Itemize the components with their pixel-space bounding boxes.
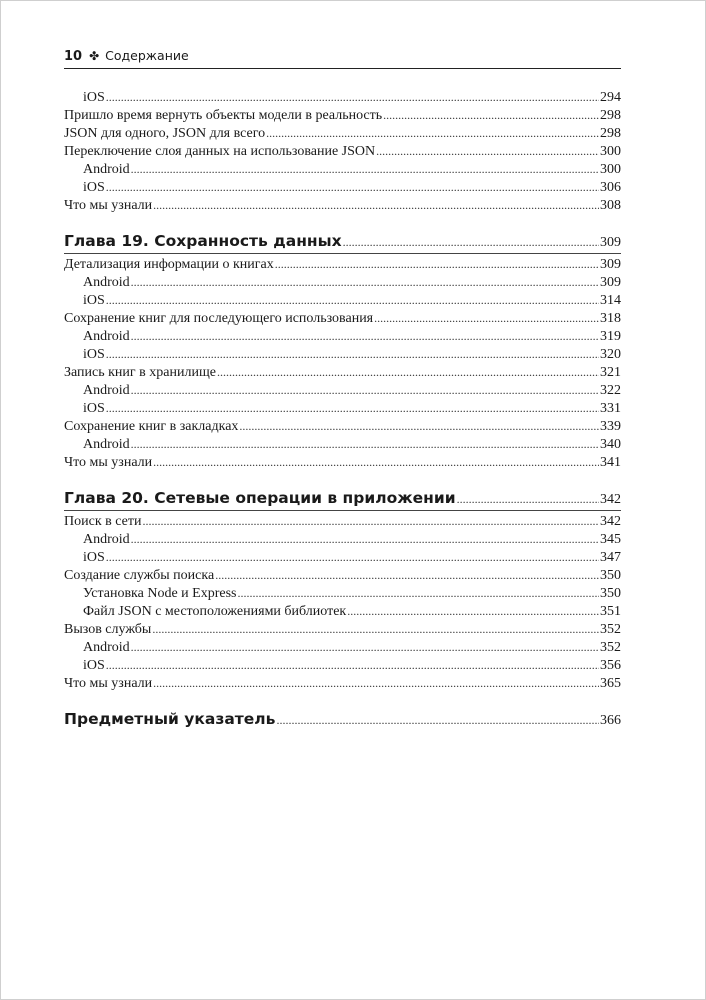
toc-entry-title: Android xyxy=(83,275,130,290)
toc-entry-title: Переключение слоя данных на использование JSON xyxy=(64,144,376,159)
toc-entry-page: 319 xyxy=(600,329,621,344)
toc-entry-title: Что мы узнали xyxy=(64,676,153,691)
toc-entry-page: 341 xyxy=(600,455,621,470)
dot-leader xyxy=(457,488,599,510)
dot-leader xyxy=(238,584,600,602)
toc-entry[interactable] xyxy=(64,674,621,692)
toc-entry-title: iOS xyxy=(83,293,105,308)
toc-entry-title: Детализация информации о книгах xyxy=(64,257,274,272)
dot-leader xyxy=(142,512,599,530)
toc-entry-page: 298 xyxy=(600,108,621,123)
toc-entry-page: 347 xyxy=(600,550,621,565)
toc-entry[interactable] xyxy=(64,656,621,674)
toc-entry[interactable] xyxy=(64,327,621,345)
toc-entry[interactable] xyxy=(64,345,621,363)
dot-leader xyxy=(131,327,599,345)
toc-entry[interactable] xyxy=(64,291,621,309)
toc-entry[interactable] xyxy=(64,106,621,124)
toc-entry-title: Android xyxy=(83,640,130,655)
toc-entry-page: 350 xyxy=(600,568,621,583)
toc-entry[interactable] xyxy=(64,381,621,399)
dot-leader xyxy=(106,178,599,196)
dot-leader xyxy=(276,709,599,731)
toc-entry[interactable] xyxy=(64,530,621,548)
toc-entry[interactable] xyxy=(64,255,621,273)
toc-entry-page: 294 xyxy=(600,90,621,105)
toc-entry-page: 352 xyxy=(600,622,621,637)
toc-entry[interactable] xyxy=(64,453,621,471)
toc-entry-page: 356 xyxy=(600,658,621,673)
toc-entry[interactable] xyxy=(64,638,621,656)
toc-entry-page: 306 xyxy=(600,180,621,195)
toc-entry-title: iOS xyxy=(83,90,105,105)
dot-leader xyxy=(215,566,599,584)
toc-entry-page: 298 xyxy=(600,126,621,141)
toc-entry[interactable] xyxy=(64,399,621,417)
dot-leader xyxy=(239,417,599,435)
toc-entry-title: Android xyxy=(83,437,130,452)
toc-chapter-20[interactable] xyxy=(64,487,621,511)
toc-entry-title: Сохранение книг в закладках xyxy=(64,419,239,434)
dot-leader xyxy=(106,399,599,417)
chapter-title: Глава 20. Сетевые операции в приложении xyxy=(64,489,456,507)
toc-entry-title: Установка Node и Express xyxy=(83,586,237,601)
toc-entry[interactable] xyxy=(64,88,621,106)
toc-entry-title: iOS xyxy=(83,347,105,362)
toc-entry[interactable] xyxy=(64,124,621,142)
toc-entry-title: Android xyxy=(83,329,130,344)
toc-entry-page: 350 xyxy=(600,586,621,601)
dot-leader xyxy=(106,548,599,566)
toc-entry-title: iOS xyxy=(83,550,105,565)
toc-index[interactable] xyxy=(64,708,621,730)
toc-entry-title: Запись книг в хранилище xyxy=(64,365,216,380)
table-of-contents xyxy=(64,88,621,730)
toc-entry-page: 345 xyxy=(600,532,621,547)
toc-entry-page: 314 xyxy=(600,293,621,308)
index-page: 366 xyxy=(600,713,621,728)
toc-entry-page: 322 xyxy=(600,383,621,398)
dot-leader xyxy=(131,638,599,656)
toc-entry[interactable] xyxy=(64,196,621,214)
toc-entry[interactable] xyxy=(64,142,621,160)
toc-entry-page: 339 xyxy=(600,419,621,434)
toc-entry-title: iOS xyxy=(83,658,105,673)
toc-entry[interactable] xyxy=(64,363,621,381)
toc-entry-title: Сохранение книг для последующего использования xyxy=(64,311,374,326)
dot-leader xyxy=(131,160,599,178)
toc-entry-title: iOS xyxy=(83,401,105,416)
toc-entry[interactable] xyxy=(64,602,621,620)
toc-entry-page: 352 xyxy=(600,640,621,655)
toc-entry-page: 321 xyxy=(600,365,621,380)
header-page-number: 10 xyxy=(64,49,83,64)
chapter-title: Глава 19. Сохранность данных xyxy=(64,232,342,250)
toc-entry-title: Пришло время вернуть объекты модели в реальность xyxy=(64,108,383,123)
dot-leader xyxy=(376,142,599,160)
dot-leader xyxy=(131,273,599,291)
toc-entry-page: 340 xyxy=(600,437,621,452)
chapter-page: 309 xyxy=(600,235,621,250)
toc-entry[interactable] xyxy=(64,178,621,196)
toc-entry[interactable] xyxy=(64,548,621,566)
dot-leader xyxy=(266,124,599,142)
dot-leader xyxy=(106,656,599,674)
toc-entry-title: Поиск в сети xyxy=(64,514,142,529)
toc-entry-title: Android xyxy=(83,532,130,547)
toc-entry[interactable] xyxy=(64,273,621,291)
toc-entry-title: Вызов службы xyxy=(64,622,152,637)
dot-leader xyxy=(131,435,599,453)
dot-leader xyxy=(106,291,599,309)
dot-leader xyxy=(131,381,599,399)
dot-leader xyxy=(347,602,599,620)
toc-entry-page: 308 xyxy=(600,198,621,213)
toc-entry[interactable] xyxy=(64,620,621,638)
dot-leader xyxy=(343,231,599,253)
toc-entry-page: 331 xyxy=(600,401,621,416)
fleuron-icon: ✤ xyxy=(89,49,100,63)
toc-entry-title: Android xyxy=(83,383,130,398)
toc-entry-title: JSON для одного, JSON для всего xyxy=(64,126,266,141)
toc-entry-page: 342 xyxy=(600,514,621,529)
dot-leader xyxy=(106,88,599,106)
dot-leader xyxy=(153,453,599,471)
dot-leader xyxy=(106,345,599,363)
toc-entry-title: Что мы узнали xyxy=(64,198,153,213)
toc-entry[interactable] xyxy=(64,435,621,453)
index-title: Предметный указатель xyxy=(64,710,276,728)
toc-entry-page: 309 xyxy=(600,257,621,272)
toc-entry-page: 351 xyxy=(600,604,621,619)
toc-entry[interactable] xyxy=(64,160,621,178)
dot-leader xyxy=(131,530,599,548)
dot-leader xyxy=(153,196,599,214)
dot-leader xyxy=(383,106,599,124)
toc-entry-title: Создание службы поиска xyxy=(64,568,215,583)
dot-leader xyxy=(152,620,599,638)
toc-entry-page: 309 xyxy=(600,275,621,290)
dot-leader xyxy=(374,309,599,327)
toc-entry-title: Файл JSON с местоположениями библиотек xyxy=(83,604,347,619)
dot-leader xyxy=(217,363,599,381)
toc-entry[interactable] xyxy=(64,566,621,584)
toc-entry-page: 318 xyxy=(600,311,621,326)
toc-entry-page: 365 xyxy=(600,676,621,691)
dot-leader xyxy=(153,674,599,692)
toc-entry-page: 320 xyxy=(600,347,621,362)
toc-entry-page: 300 xyxy=(600,162,621,177)
toc-entry[interactable] xyxy=(64,512,621,530)
toc-entry-page: 300 xyxy=(600,144,621,159)
toc-entry[interactable] xyxy=(64,309,621,327)
header-section-name: Содержание xyxy=(105,48,189,63)
toc-entry-title: Что мы узнали xyxy=(64,455,153,470)
toc-entry-title: iOS xyxy=(83,180,105,195)
chapter-page: 342 xyxy=(600,492,621,507)
running-header xyxy=(64,46,621,69)
dot-leader xyxy=(275,255,599,273)
toc-entry[interactable] xyxy=(64,584,621,602)
toc-chapter-19[interactable] xyxy=(64,230,621,254)
toc-entry-title: Android xyxy=(83,162,130,177)
toc-entry[interactable] xyxy=(64,417,621,435)
